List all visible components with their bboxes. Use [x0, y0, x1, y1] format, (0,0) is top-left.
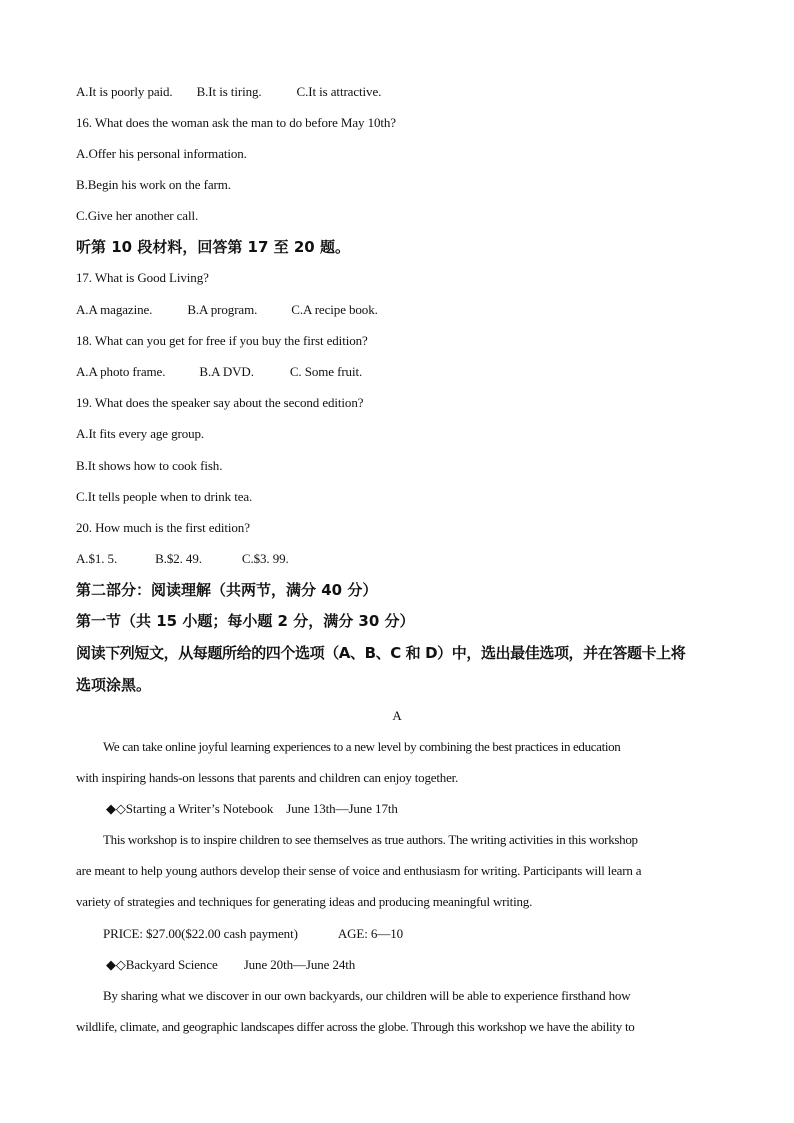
- q17-question: 17. What is Good Living?: [76, 270, 209, 285]
- q19-question: 19. What does the speaker say about the second edition?: [76, 395, 364, 410]
- instruction-line-1: 阅读下列短文，从每题所给的四个选项（A、B、C 和 D）中，选出最佳选项，并在答题卡上将: [76, 644, 686, 662]
- intro-line-1: We can take online joyful learning experiences to a new level by combining the best practices in education: [103, 739, 621, 754]
- section1-header: 第一节（共 15 小题；每小题 2 分，满分 30 分）: [76, 612, 415, 630]
- workshop2-desc-line-1: By sharing what we discover in our own backyards, our children will be able to experience firsthand how: [103, 988, 631, 1003]
- q19-option-b[interactable]: B.It shows how to cook fish.: [76, 458, 223, 473]
- q15-options: [76, 84, 381, 100]
- q15-option-c[interactable]: C.It is attractive.: [296, 84, 382, 99]
- workshop1-desc-line-2: are meant to help young authors develop their sense of voice and enthusiasm for writing. Participants will learn a: [76, 863, 642, 878]
- workshop1-price-age: [103, 926, 403, 942]
- workshop1-desc-line-1: This workshop is to inspire children to see themselves as true authors. The writing activities in this workshop: [103, 832, 638, 847]
- passage-label: A: [392, 708, 402, 723]
- q18-options: [76, 364, 362, 380]
- workshop2-dates: June 20th—June 24th: [243, 957, 356, 972]
- q17-option-c[interactable]: C.A recipe book.: [291, 302, 378, 317]
- q17-option-a[interactable]: A.A magazine.: [76, 302, 153, 317]
- q16-option-c[interactable]: C.Give her another call.: [76, 208, 199, 223]
- intro-line-2: with inspiring hands-on lessons that parents and children can enjoy together.: [76, 770, 459, 785]
- q19-option-a[interactable]: A.It fits every age group.: [76, 426, 205, 441]
- q18-option-c[interactable]: C. Some fruit.: [289, 364, 363, 379]
- q16-option-b[interactable]: B.Begin his work on the farm.: [76, 177, 231, 192]
- q16-option-a[interactable]: A.Offer his personal information.: [76, 146, 247, 161]
- workshop1-desc-line-3: variety of strategies and techniques for generating ideas and producing meaningful writing.: [76, 894, 533, 909]
- q18-option-a[interactable]: A.A photo frame.: [76, 364, 166, 379]
- workshop2-title: ◆◇Backyard Science: [106, 957, 218, 972]
- instruction-line-2: 选项涂黑。: [76, 676, 152, 694]
- workshop1-age: AGE: 6—10: [337, 926, 404, 941]
- section10-header: 听第 10 段材料，回答第 17 至 20 题。: [76, 238, 350, 256]
- q18-question: 18. What can you get for free if you buy the first edition?: [76, 333, 368, 348]
- q20-option-b[interactable]: B.$2. 49.: [155, 551, 202, 566]
- workshop1-dates: June 13th—June 17th: [286, 801, 398, 816]
- part2-header: 第二部分：阅读理解（共两节，满分 40 分）: [76, 581, 378, 599]
- q17-option-b[interactable]: B.A program.: [187, 302, 258, 317]
- q20-option-c[interactable]: C.$3. 99.: [241, 551, 289, 566]
- q15-option-b[interactable]: B.It is tiring.: [196, 84, 262, 99]
- q20-option-a[interactable]: A.$1. 5.: [76, 551, 118, 566]
- q18-option-b[interactable]: B.A DVD.: [199, 364, 254, 379]
- workshop1-heading: [106, 801, 398, 817]
- workshop2-heading: [106, 957, 355, 973]
- q20-question: 20. How much is the first edition?: [76, 520, 250, 535]
- q20-options: [76, 551, 289, 567]
- q17-options: [76, 302, 378, 318]
- q15-option-a[interactable]: A.It is poorly paid.: [76, 84, 173, 99]
- q19-option-c[interactable]: C.It tells people when to drink tea.: [76, 489, 253, 504]
- workshop1-title: ◆◇Starting a Writer’s Notebook: [106, 801, 274, 816]
- workshop1-price: PRICE: $27.00($22.00 cash payment): [103, 926, 298, 941]
- q16-question: 16. What does the woman ask the man to do before May 10th?: [76, 115, 396, 130]
- workshop2-desc-line-2: wildlife, climate, and geographic landscapes differ across the globe. Through this workshop we have the ability to: [76, 1019, 635, 1034]
